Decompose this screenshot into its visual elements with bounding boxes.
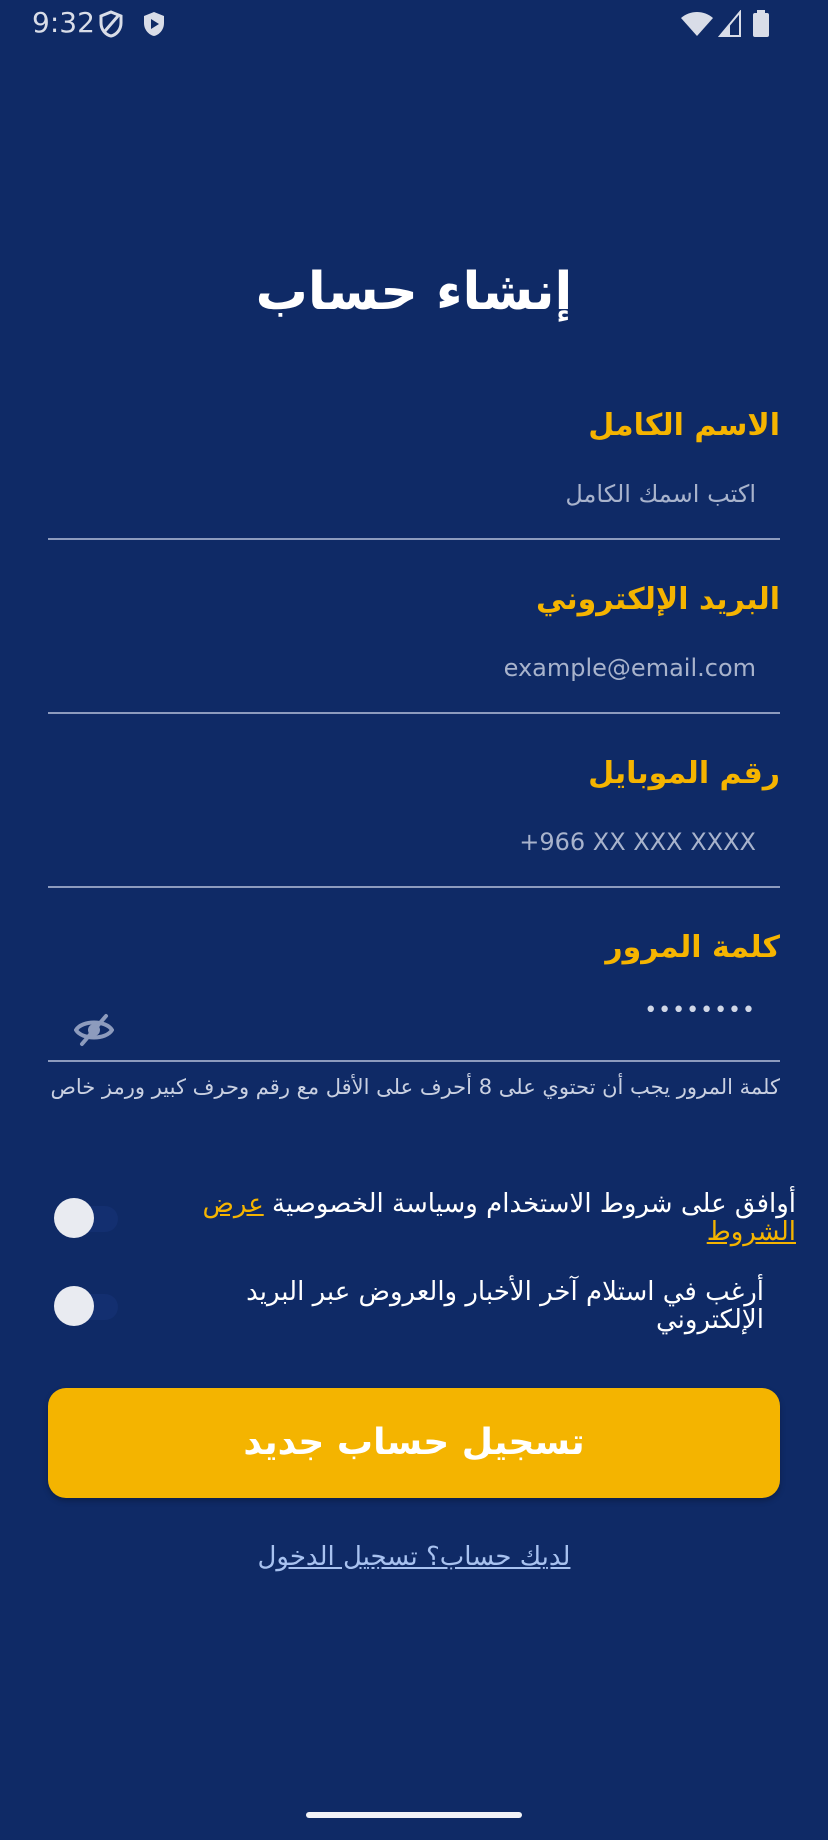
password-input[interactable]: •••••••• [644,998,756,1023]
terms-toggle[interactable] [54,1198,118,1238]
home-indicator[interactable] [306,1812,522,1818]
newsletter-toggle-knob [54,1286,94,1326]
full-name-label: الاسم الكامل [588,408,780,443]
battery-icon [752,10,770,38]
login-link[interactable]: لديك حساب؟ تسجيل الدخول [257,1542,571,1572]
email-underline [48,712,780,714]
mobile-label: رقم الموبايل [588,756,780,791]
terms-text [146,1190,796,1246]
password-label: كلمة المرور [605,930,780,965]
register-button[interactable]: تسجيل حساب جديد [48,1388,780,1498]
cell-signal-icon [718,10,742,38]
mobile-underline [48,886,780,888]
status-time: 9:32 [32,6,95,39]
full-name-input[interactable] [196,474,756,514]
email-label: البريد الإلكتروني [536,582,780,617]
newsletter-text: أرغب في استلام آخر الأخبار والعروض عبر البريد الإلكتروني [246,1277,764,1335]
full-name-underline [48,538,780,540]
email-input[interactable] [196,648,756,688]
newsletter-toggle[interactable] [54,1286,118,1326]
terms-label: أوافق على شروط الاستخدام وسياسة الخصوصية [272,1189,796,1219]
terms-toggle-knob [54,1198,94,1238]
view-terms-link[interactable]: عرض الشروط [202,1189,796,1247]
mobile-input[interactable] [196,822,756,862]
password-underline [48,1060,780,1062]
play-shield-icon [141,10,167,38]
wifi-icon [680,10,714,38]
status-bar [0,0,828,48]
page-title: إنشاء حساب [255,262,573,322]
password-hint: كلمة المرور يجب أن تحتوي على 8 أحرف على الأقل مع رقم وحرف كبير ورمز خاص [50,1075,780,1099]
shield-icon [98,10,124,38]
eye-slash-icon[interactable] [74,1012,114,1048]
